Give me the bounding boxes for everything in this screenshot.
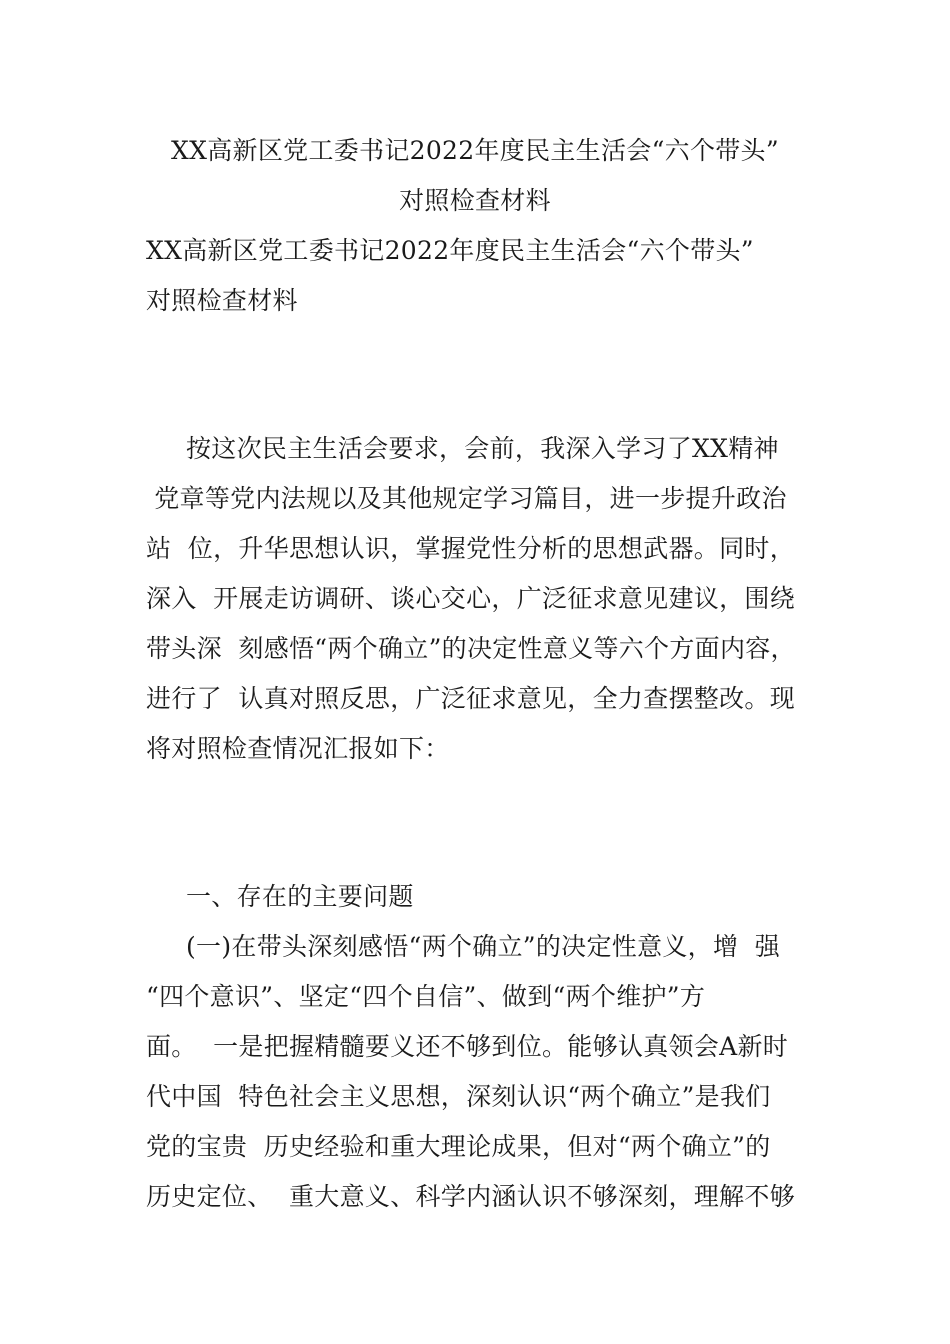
intro-paragraph-line-6: 进行了 认真对照反思，广泛征求意见，全力查摆整改。现 bbox=[146, 684, 795, 713]
section-paragraph-line-6: 历史定位、 重大意义、科学内涵认识不够深刻，理解不够 bbox=[146, 1182, 795, 1211]
intro-paragraph-line-5: 带头深 刻感悟“两个确立”的决定性意义等六个方面内容， bbox=[146, 634, 796, 663]
section-paragraph-line-1: (一)在带头深刻感悟“两个确立”的决定性意义，增 强 bbox=[186, 932, 781, 961]
section-paragraph-line-2: “四个意识”、坚定“四个自信”、做到“两个维护”方 bbox=[146, 982, 706, 1011]
section-paragraph-line-5: 党的宝贵 历史经验和重大理论成果，但对“两个确立”的 bbox=[146, 1132, 771, 1161]
intro-paragraph-line-2: 党章等党内法规以及其他规定学习篇目，进一步提升政治 bbox=[146, 484, 787, 513]
intro-paragraph-line-4: 深入 开展走访调研、谈心交心，广泛征求意见建议，围绕 bbox=[146, 584, 795, 613]
document-title-line-1: XX高新区党工委书记2022年度民主生活会“六个带头” bbox=[171, 136, 779, 165]
document-title-repeat-line-2: 对照检查材料 bbox=[146, 286, 298, 315]
intro-paragraph-line-1: 按这次民主生活会要求，会前，我深入学习了XX精神 bbox=[186, 434, 779, 463]
section-paragraph-line-4: 代中国 特色社会主义思想，深刻认识“两个确立”是我们 bbox=[146, 1082, 771, 1111]
intro-paragraph-line-3: 站 位，升华思想认识，掌握党性分析的思想武器。同时， bbox=[146, 534, 795, 563]
section-paragraph-line-3: 面。 一是把握精髓要义还不够到位。能够认真领会A新时 bbox=[146, 1032, 789, 1061]
section-heading: 一、存在的主要问题 bbox=[186, 882, 414, 911]
document-title-repeat-line-1: XX高新区党工委书记2022年度民主生活会“六个带头” bbox=[146, 236, 754, 265]
document-title-line-2: 对照检查材料 bbox=[399, 186, 551, 215]
intro-paragraph-line-7: 将对照检查情况汇报如下： bbox=[146, 734, 450, 763]
